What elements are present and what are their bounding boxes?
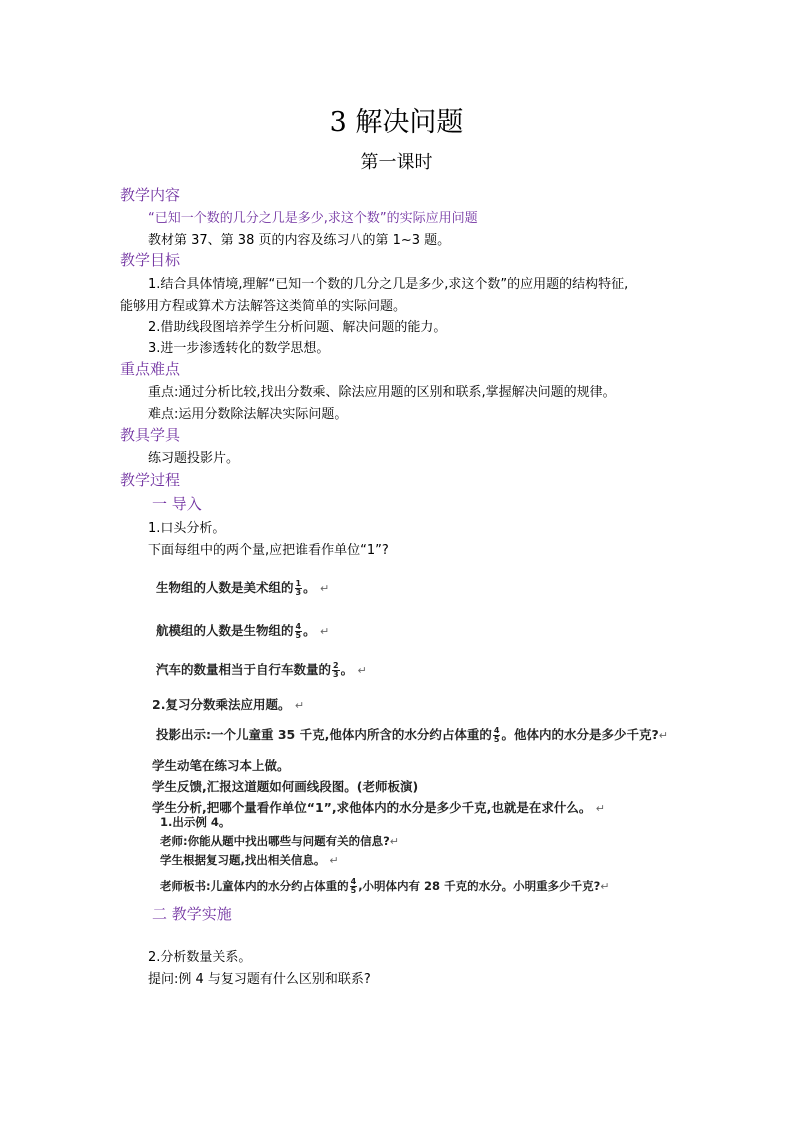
paragraph-mark: ↵ <box>319 625 330 638</box>
goal-3: 3.进一步渗透转化的数学思想。 <box>148 341 330 356</box>
review-item: 2.复习分数乘法应用题。 ↵ <box>152 697 305 712</box>
heading-key-points: 重点难点 <box>120 360 181 378</box>
teacher-question: 老师:你能从题中找出哪些与问题有关的信息?↵ <box>160 834 399 848</box>
fraction-2-3: $\frac{2}{3}$ <box>333 661 339 679</box>
page-subtitle: 第一课时 <box>360 152 433 173</box>
goal-2: 2.借助线段图培养学生分析问题、解决问题的能力。 <box>148 320 447 335</box>
heading-process: 教学过程 <box>120 471 181 489</box>
key-point: 重点:通过分析比较,找出分数乘、除法应用题的区别和联系,掌握解决问题的规律。 <box>148 385 616 400</box>
projection-problem: 投影出示:一个儿童重 35 千克,他体内所含的水分约占体重的 $\frac{4}{5}$ 。他体内的水分是多少千克?↵ <box>156 726 668 744</box>
fraction-4-5: $\frac{4}{5}$ <box>350 877 357 895</box>
difficult-point: 难点:运用分数除法解决实际问题。 <box>148 407 348 422</box>
paragraph-mark: ↵ <box>357 664 367 677</box>
feedback-line: 学生反馈,汇报这道题如何画线段图。(老师板演) <box>152 779 419 794</box>
item-model: 航模组的人数是生物组的 $\frac{4}{5}$ 。 ↵ <box>156 622 330 640</box>
analysis-line: 学生分析,把哪个量看作单位“1”,求他体内的水分是多少千克,也就是在求什么。 ↵ <box>152 800 605 815</box>
goal-1a: 1.结合具体情境,理解“已知一个数的几分之几是多少,求这个数”的应用题的结构特征, <box>148 277 629 292</box>
oral-analysis: 1.口头分析。 <box>148 521 226 536</box>
fraction-4-5: $\frac{4}{5}$ <box>493 726 500 744</box>
tools-line: 练习题投影片。 <box>148 451 240 466</box>
ask-line: 提问:例 4 与复习题有什么区别和联系? <box>148 972 371 987</box>
content-line-2: 教材第 37、第 38 页的内容及练习八的第 1~3 题。 <box>148 233 451 248</box>
content-line-1: “已知一个数的几分之几是多少,求这个数”的实际应用问题 <box>148 211 478 226</box>
heading-goals: 教学目标 <box>120 251 181 269</box>
implementation-heading: 二 教学实施 <box>152 905 232 923</box>
intro-heading: 一 导入 <box>152 495 202 513</box>
item-cars: 汽车的数量相当于自行车数量的 $\frac{2}{3}$ 。 ↵ <box>156 661 367 679</box>
item-biology: 生物组的人数是美术组的 $\frac{1}{3}$ 。 ↵ <box>156 579 330 597</box>
fraction-1-3: $\frac{1}{3}$ <box>295 579 302 597</box>
analysis-relations: 2.分析数量关系。 <box>148 950 252 965</box>
example-line: 1.出示例 4。 <box>160 815 231 829</box>
heading-content: 教学内容 <box>120 186 181 204</box>
fraction-4-5: $\frac{4}{5}$ <box>295 622 302 640</box>
page-title: 3 解决问题 <box>329 107 464 138</box>
board-problem: 老师板书:儿童体内的水分约占体重的 $\frac{4}{5}$ ,小明体内有 28 千克的水分。小明重多少千克?↵ <box>160 877 610 895</box>
paragraph-mark: ↵ <box>319 582 330 595</box>
unit-question: 下面每组中的两个量,应把谁看作单位“1”? <box>148 543 389 558</box>
practice-line: 学生动笔在练习本上做。 <box>152 758 290 773</box>
heading-tools: 教具学具 <box>120 426 181 444</box>
student-info: 学生根据复习题,找出相关信息。 ↵ <box>160 853 339 867</box>
goal-1b: 能够用方程或算术方法解答这类简单的实际问题。 <box>120 299 407 314</box>
